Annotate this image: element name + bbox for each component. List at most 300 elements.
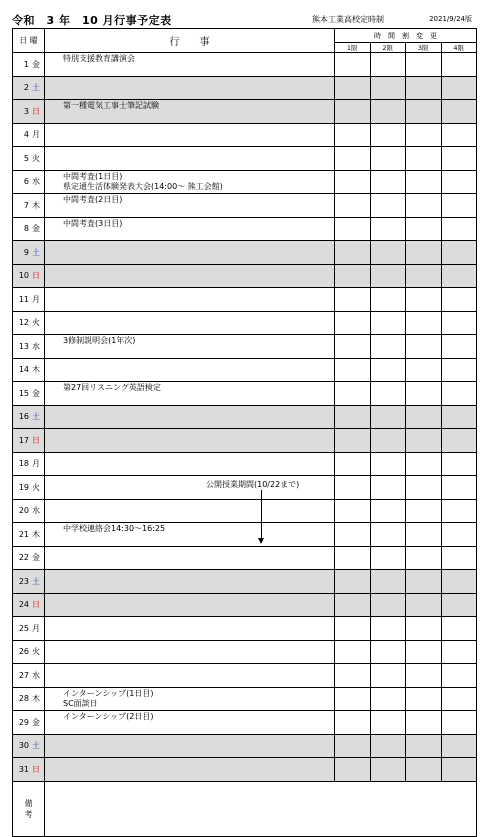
period-4-cell — [441, 758, 477, 782]
period-2-cell — [370, 241, 406, 265]
period-1-cell — [335, 217, 371, 241]
period-2-cell — [370, 758, 406, 782]
date-cell — [13, 687, 45, 711]
event-cell — [45, 711, 335, 735]
event-cell — [45, 452, 335, 476]
date-cell — [13, 452, 45, 476]
period-4-cell — [441, 546, 477, 570]
period-4-cell — [441, 523, 477, 547]
period-4-cell — [441, 241, 477, 265]
period-3-cell — [406, 76, 442, 100]
day-number: 3 — [23, 106, 29, 116]
weekday: 火 — [32, 482, 40, 492]
weekday: 日 — [32, 271, 40, 281]
period-3-cell — [406, 382, 442, 406]
period-2-cell — [370, 640, 406, 664]
period-4-cell — [441, 687, 477, 711]
period-3-cell — [406, 476, 442, 500]
day-row — [13, 546, 477, 570]
period-1-cell — [335, 100, 371, 124]
date-cell — [13, 499, 45, 523]
day-row — [13, 664, 477, 688]
period-4-cell — [441, 264, 477, 288]
day-row — [13, 711, 477, 735]
remarks-row — [13, 781, 477, 836]
period-1-cell — [335, 640, 371, 664]
period-4-cell — [441, 617, 477, 641]
period-2-cell — [370, 476, 406, 500]
weekday: 水 — [32, 341, 40, 351]
period-1-cell — [335, 170, 371, 194]
period-4-cell — [441, 335, 477, 359]
period-2-cell — [370, 429, 406, 453]
weekday: 日 — [32, 600, 40, 610]
period-2-cell — [370, 405, 406, 429]
period-1-header: 1限 — [335, 43, 371, 53]
period-1-cell — [335, 476, 371, 500]
day-row — [13, 288, 477, 312]
day-row — [13, 241, 477, 265]
day-number: 7 — [23, 200, 29, 210]
day-number: 9 — [23, 247, 29, 257]
remarks-content — [45, 781, 477, 836]
period-2-cell — [370, 711, 406, 735]
weekday: 木 — [32, 529, 40, 539]
day-row — [13, 758, 477, 782]
event-text: 中間考査(1日目) — [63, 171, 123, 181]
period-1-cell — [335, 288, 371, 312]
remarks-label-line-2: 考 — [24, 809, 33, 819]
day-number: 31 — [18, 764, 29, 774]
period-3-cell — [406, 617, 442, 641]
event-cell — [45, 123, 335, 147]
period-4-cell — [441, 288, 477, 312]
period-2-cell — [370, 217, 406, 241]
event-cell — [45, 734, 335, 758]
page-header — [12, 8, 476, 28]
date-cell — [13, 241, 45, 265]
weekday: 水 — [32, 506, 40, 516]
day-row — [13, 499, 477, 523]
period-1-cell — [335, 264, 371, 288]
period-arrow-line — [261, 490, 262, 540]
period-1-cell — [335, 758, 371, 782]
period-3-cell — [406, 452, 442, 476]
weekday: 火 — [32, 647, 40, 657]
weekday: 月 — [32, 130, 40, 140]
day-number: 29 — [18, 717, 29, 727]
period-3-cell — [406, 358, 442, 382]
date-cell — [13, 147, 45, 171]
period-4-cell — [441, 311, 477, 335]
day-number: 21 — [18, 529, 29, 539]
date-cell — [13, 194, 45, 218]
event-cell — [45, 194, 335, 218]
day-row — [13, 264, 477, 288]
date-cell — [13, 734, 45, 758]
period-1-cell — [335, 429, 371, 453]
event-cell — [45, 687, 335, 711]
period-4-cell — [441, 194, 477, 218]
period-3-cell — [406, 311, 442, 335]
period-3-cell — [406, 499, 442, 523]
day-number: 14 — [18, 365, 29, 375]
event-cell — [45, 358, 335, 382]
event-cell — [45, 217, 335, 241]
date-cell — [13, 758, 45, 782]
period-4-cell — [441, 100, 477, 124]
period-2-cell — [370, 687, 406, 711]
date-cell — [13, 523, 45, 547]
day-row — [13, 640, 477, 664]
day-number: 28 — [18, 694, 29, 704]
day-row — [13, 617, 477, 641]
period-4-cell — [441, 147, 477, 171]
event-cell — [45, 170, 335, 194]
period-1-cell — [335, 311, 371, 335]
period-3-cell — [406, 288, 442, 312]
date-cell — [13, 311, 45, 335]
school-name: 熊本工業高校定時制 — [312, 15, 384, 24]
weekday: 月 — [32, 459, 40, 469]
day-number: 18 — [18, 459, 29, 469]
event-cell — [45, 429, 335, 453]
weekday: 金 — [32, 388, 40, 398]
day-row — [13, 123, 477, 147]
period-3-cell — [406, 217, 442, 241]
day-number: 4 — [23, 130, 29, 140]
date-cell — [13, 570, 45, 594]
event-text: インターンシップ(1日目) — [63, 688, 154, 698]
weekday: 木 — [32, 365, 40, 375]
period-2-cell — [370, 194, 406, 218]
period-4-cell — [441, 711, 477, 735]
weekday: 土 — [32, 412, 40, 422]
weekday: 火 — [32, 153, 40, 163]
event-text: 県定通生活体験発表大会(14:00～ 熊工会館) — [63, 181, 223, 191]
period-4-cell — [441, 570, 477, 594]
period-4-cell — [441, 170, 477, 194]
day-row — [13, 523, 477, 547]
date-cell — [13, 617, 45, 641]
period-3-header: 3限 — [406, 43, 442, 53]
day-row — [13, 170, 477, 194]
day-number: 25 — [18, 623, 29, 633]
day-number: 13 — [18, 341, 29, 351]
event-text: SC面談日 — [63, 698, 98, 708]
period-4-cell — [441, 593, 477, 617]
period-1-cell — [335, 452, 371, 476]
weekday: 水 — [32, 670, 40, 680]
period-1-cell — [335, 76, 371, 100]
period-2-cell — [370, 664, 406, 688]
day-number: 19 — [18, 482, 29, 492]
date-cell — [13, 123, 45, 147]
weekday: 火 — [32, 318, 40, 328]
days-body — [13, 53, 477, 782]
weekday: 木 — [32, 694, 40, 704]
day-row — [13, 570, 477, 594]
period-3-cell — [406, 758, 442, 782]
period-3-cell — [406, 170, 442, 194]
day-row — [13, 217, 477, 241]
event-cell — [45, 264, 335, 288]
event-cell — [45, 664, 335, 688]
period-2-cell — [370, 734, 406, 758]
date-cell — [13, 382, 45, 406]
event-cell — [45, 311, 335, 335]
period-1-cell — [335, 734, 371, 758]
period-1-cell — [335, 523, 371, 547]
day-row — [13, 311, 477, 335]
weekday: 土 — [32, 741, 40, 751]
event-cell — [45, 499, 335, 523]
date-cell — [13, 405, 45, 429]
event-cell — [45, 241, 335, 265]
period-3-cell — [406, 335, 442, 359]
period-2-cell — [370, 264, 406, 288]
period-4-header: 4限 — [441, 43, 477, 53]
date-cell — [13, 476, 45, 500]
day-number: 27 — [18, 670, 29, 680]
day-number: 30 — [18, 741, 29, 751]
event-cell — [45, 53, 335, 77]
day-row — [13, 358, 477, 382]
period-3-cell — [406, 241, 442, 265]
period-4-cell — [441, 664, 477, 688]
period-4-cell — [441, 382, 477, 406]
event-cell — [45, 570, 335, 594]
date-cell — [13, 593, 45, 617]
weekday: 金 — [32, 224, 40, 234]
date-cell — [13, 217, 45, 241]
period-4-cell — [441, 217, 477, 241]
period-2-cell — [370, 311, 406, 335]
weekday: 水 — [32, 177, 40, 187]
open-class-period-label: 公開授業期間(10/22まで) — [206, 480, 300, 489]
event-cell — [45, 758, 335, 782]
period-1-cell — [335, 499, 371, 523]
date-cell — [13, 170, 45, 194]
period-4-cell — [441, 53, 477, 77]
period-3-cell — [406, 147, 442, 171]
day-row — [13, 687, 477, 711]
day-number: 5 — [23, 153, 29, 163]
event-cell — [45, 523, 335, 547]
period-3-cell — [406, 194, 442, 218]
period-3-cell — [406, 429, 442, 453]
period-arrow-head-icon — [258, 538, 264, 544]
weekday: 日 — [32, 106, 40, 116]
period-2-cell — [370, 147, 406, 171]
period-2-cell — [370, 570, 406, 594]
day-row — [13, 76, 477, 100]
period-1-cell — [335, 546, 371, 570]
weekday: 月 — [32, 623, 40, 633]
period-1-cell — [335, 241, 371, 265]
period-3-cell — [406, 640, 442, 664]
day-number: 17 — [18, 435, 29, 445]
day-number: 10 — [18, 271, 29, 281]
period-2-cell — [370, 452, 406, 476]
event-cell — [45, 546, 335, 570]
weekday: 日 — [32, 435, 40, 445]
event-cell — [45, 335, 335, 359]
header-row — [13, 29, 477, 43]
period-3-cell — [406, 100, 442, 124]
period-3-cell — [406, 593, 442, 617]
period-4-cell — [441, 640, 477, 664]
period-1-cell — [335, 123, 371, 147]
weekday: 金 — [32, 553, 40, 563]
day-number: 12 — [18, 318, 29, 328]
period-2-cell — [370, 53, 406, 77]
day-row — [13, 429, 477, 453]
date-cell — [13, 546, 45, 570]
day-row — [13, 593, 477, 617]
period-4-cell — [441, 734, 477, 758]
date-cell — [13, 264, 45, 288]
period-1-cell — [335, 617, 371, 641]
weekday: 金 — [32, 717, 40, 727]
period-2-cell — [370, 593, 406, 617]
event-cell — [45, 617, 335, 641]
day-number: 26 — [18, 647, 29, 657]
period-1-cell — [335, 711, 371, 735]
date-cell — [13, 288, 45, 312]
event-cell — [45, 100, 335, 124]
day-row — [13, 405, 477, 429]
timetable-change-header: 時 間 割 変 更 — [335, 29, 477, 43]
period-3-cell — [406, 546, 442, 570]
period-3-cell — [406, 405, 442, 429]
event-text: 特別支援教育講演会 — [63, 54, 135, 63]
day-number: 20 — [18, 506, 29, 516]
event-cell — [45, 76, 335, 100]
day-number: 23 — [18, 576, 29, 586]
period-3-cell — [406, 53, 442, 77]
period-3-cell — [406, 711, 442, 735]
period-1-cell — [335, 335, 371, 359]
day-row — [13, 194, 477, 218]
period-1-cell — [335, 664, 371, 688]
event-column-header: 行 事 — [45, 29, 335, 53]
date-cell — [13, 711, 45, 735]
weekday: 金 — [32, 59, 40, 69]
period-2-cell — [370, 288, 406, 312]
event-cell — [45, 288, 335, 312]
period-2-cell — [370, 335, 406, 359]
period-1-cell — [335, 570, 371, 594]
period-2-cell — [370, 499, 406, 523]
event-text: 中間考査(2日目) — [63, 195, 123, 204]
period-2-cell — [370, 358, 406, 382]
weekday: 木 — [32, 200, 40, 210]
period-3-cell — [406, 264, 442, 288]
period-4-cell — [441, 476, 477, 500]
period-2-cell — [370, 617, 406, 641]
day-number: 15 — [18, 388, 29, 398]
event-cell — [45, 147, 335, 171]
day-row — [13, 382, 477, 406]
period-2-cell — [370, 123, 406, 147]
weekday: 日 — [32, 764, 40, 774]
date-cell — [13, 76, 45, 100]
period-3-cell — [406, 523, 442, 547]
date-cell — [13, 53, 45, 77]
event-cell — [45, 593, 335, 617]
period-4-cell — [441, 123, 477, 147]
period-2-cell — [370, 76, 406, 100]
period-2-cell — [370, 382, 406, 406]
period-2-header: 2限 — [370, 43, 406, 53]
date-column-header: 日 曜 — [13, 29, 45, 53]
period-1-cell — [335, 53, 371, 77]
period-1-cell — [335, 687, 371, 711]
event-text: 3修制説明会(1年次) — [63, 336, 136, 345]
period-4-cell — [441, 358, 477, 382]
date-cell — [13, 429, 45, 453]
remarks-label-line-1: 備 — [24, 798, 33, 808]
period-4-cell — [441, 499, 477, 523]
event-text: 中学校連絡会14:30～16:25 — [63, 524, 166, 533]
weekday: 土 — [32, 247, 40, 257]
date-cell — [13, 640, 45, 664]
period-2-cell — [370, 546, 406, 570]
day-row — [13, 147, 477, 171]
day-number: 8 — [23, 224, 29, 234]
period-1-cell — [335, 593, 371, 617]
date-cell — [13, 358, 45, 382]
day-number: 6 — [23, 177, 29, 187]
period-3-cell — [406, 570, 442, 594]
period-4-cell — [441, 429, 477, 453]
period-3-cell — [406, 123, 442, 147]
event-text: 第一種電気工事士筆記試験 — [63, 101, 159, 110]
day-number: 2 — [23, 83, 29, 93]
day-number: 16 — [18, 412, 29, 422]
day-row — [13, 335, 477, 359]
period-3-cell — [406, 734, 442, 758]
period-4-cell — [441, 405, 477, 429]
day-number: 24 — [18, 600, 29, 610]
period-3-cell — [406, 664, 442, 688]
period-1-cell — [335, 405, 371, 429]
weekday: 月 — [32, 294, 40, 304]
event-cell — [45, 382, 335, 406]
schedule-table — [12, 28, 477, 837]
page-title: 令和 3 年 10 月行事予定表 — [12, 14, 172, 27]
period-1-cell — [335, 358, 371, 382]
weekday: 土 — [32, 576, 40, 586]
event-cell — [45, 640, 335, 664]
period-2-cell — [370, 100, 406, 124]
date-cell — [13, 664, 45, 688]
event-text: インターンシップ(2日目) — [63, 712, 154, 721]
event-text: 第27回リスニング英語検定 — [63, 383, 161, 392]
event-text: 中間考査(3日目) — [63, 218, 123, 228]
event-cell — [45, 405, 335, 429]
period-1-cell — [335, 147, 371, 171]
period-4-cell — [441, 76, 477, 100]
date-cell — [13, 335, 45, 359]
day-number: 22 — [18, 553, 29, 563]
day-number: 11 — [18, 294, 29, 304]
period-2-cell — [370, 523, 406, 547]
day-number: 1 — [23, 59, 29, 69]
day-row — [13, 53, 477, 77]
weekday: 土 — [32, 83, 40, 93]
